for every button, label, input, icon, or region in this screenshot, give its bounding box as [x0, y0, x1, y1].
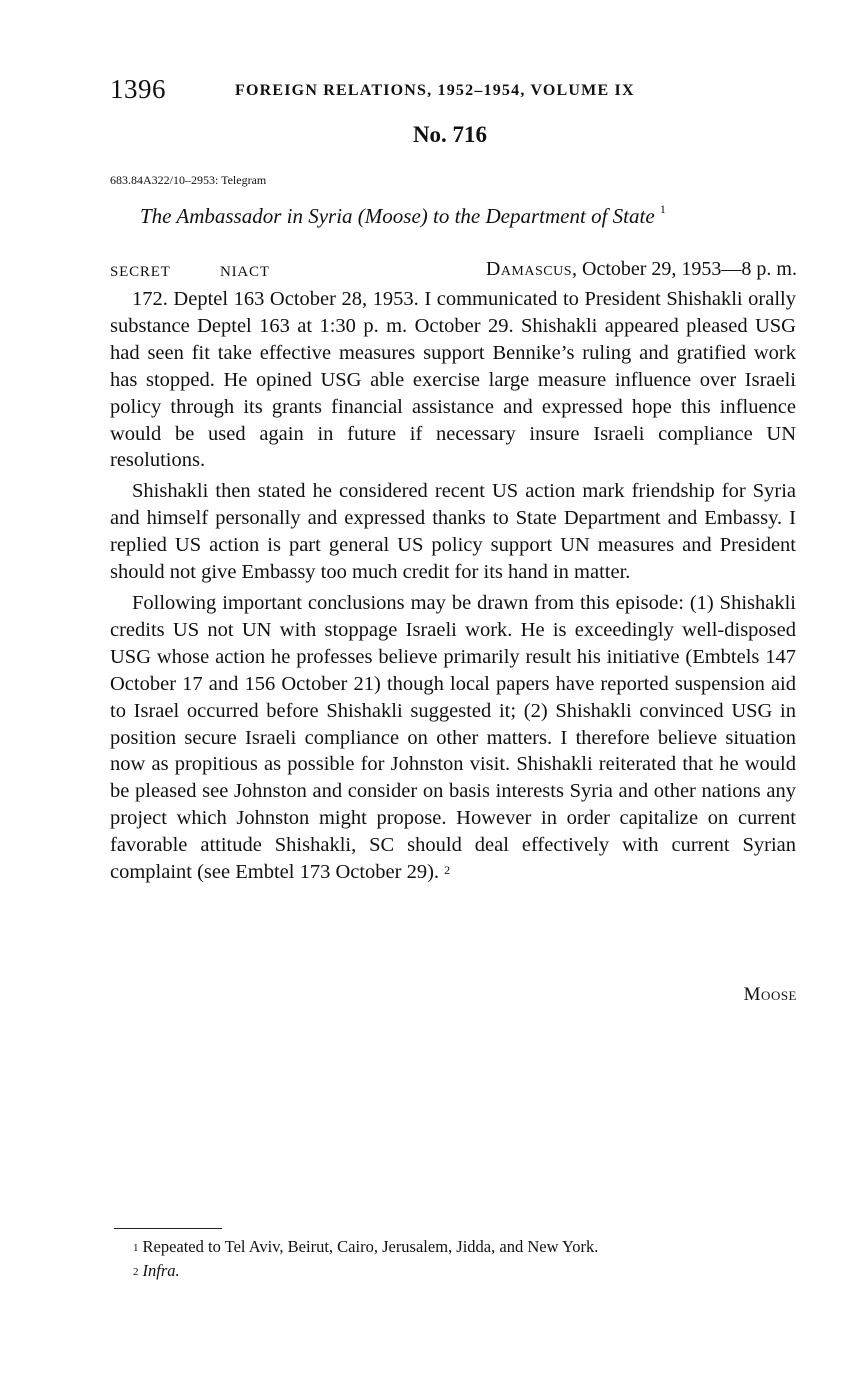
document-title-text: The Ambassador in Syria (Moose) to the Department of State	[140, 204, 655, 228]
paragraph-text: Shishakli then stated he considered recent US action mark friendship for Syria and himself personally and expressed thanks to State Department and Embassy. I replied US action is part general US policy support UN measures and President should not give Embassy too much credit for its hand in matter.	[110, 480, 796, 584]
page-number: 1396	[110, 74, 166, 104]
body-footnote-mark: 2	[444, 863, 451, 878]
telegram-body	[110, 286, 796, 890]
footnote-text: Infra.	[142, 1261, 180, 1280]
body-paragraph-3	[110, 590, 796, 886]
document-title	[140, 204, 666, 229]
footnotes	[133, 1235, 813, 1283]
dateline-date: , October 29, 1953—8 p. m.	[572, 258, 797, 280]
precedence-label: NIACT	[220, 264, 270, 280]
footnote-2	[133, 1259, 813, 1283]
dateline-place: Damascus	[485, 258, 573, 280]
footnote-divider	[114, 1228, 222, 1229]
dateline	[486, 258, 797, 281]
title-footnote-mark: 1	[659, 202, 666, 216]
file-reference: 683.84A322/10–2953: Telegram	[110, 173, 267, 187]
footnote-mark: 2	[133, 1266, 139, 1278]
paragraph-text: Following important conclusions may be drawn from this episode: (1) Shishakli credits US not UN with stoppage Israeli work. He is exceedingly well-disposed USG whose action he professes believe primarily result his initiative (Embtels 147 October 17 and 156 October 21) though local papers have reported suspension aid to Israel occurred before Shishakli suggested it; (2) Shishakli convinced USG in position secure Israeli compliance on other matters. I therefore believe situation now as propitious as possible for Johnston visit. Shishakli reiterated that he would be pleased see Johnston and consider on basis interests Syria and other nations any project which Johnston might propose. However in order capitalize on current favorable attitude Shishakli, SC should deal effectively with current Syrian complaint (see Embtel 173 October 29).	[110, 591, 796, 884]
body-paragraph-2	[110, 478, 796, 586]
paragraph-text: 172. Deptel 163 October 28, 1953. I communicated to President Shishakli orally substance Deptel 163 at 1:30 p. m. October 29. Shishakli appeared pleased USG had seen fit take effective measures support Bennike’s ruling and gratified work has stopped. He opined USG able exercise large measure influence over Israeli policy through its grants financial assistance and expressed hope this influence would be used again in future if necessary insure Israeli compliance UN resolutions.	[110, 288, 796, 472]
running-head: FOREIGN RELATIONS, 1952–1954, VOLUME IX	[235, 82, 635, 99]
footnote-mark: 1	[133, 1242, 139, 1254]
signature: Moose	[743, 984, 797, 1005]
footnote-text: Repeated to Tel Aviv, Beirut, Cairo, Jerusalem, Jidda, and New York.	[142, 1237, 599, 1256]
body-paragraph-1	[110, 286, 796, 474]
footnote-1	[133, 1235, 813, 1259]
document-number: No. 716	[412, 122, 488, 147]
classification-label: SECRET	[110, 264, 171, 280]
